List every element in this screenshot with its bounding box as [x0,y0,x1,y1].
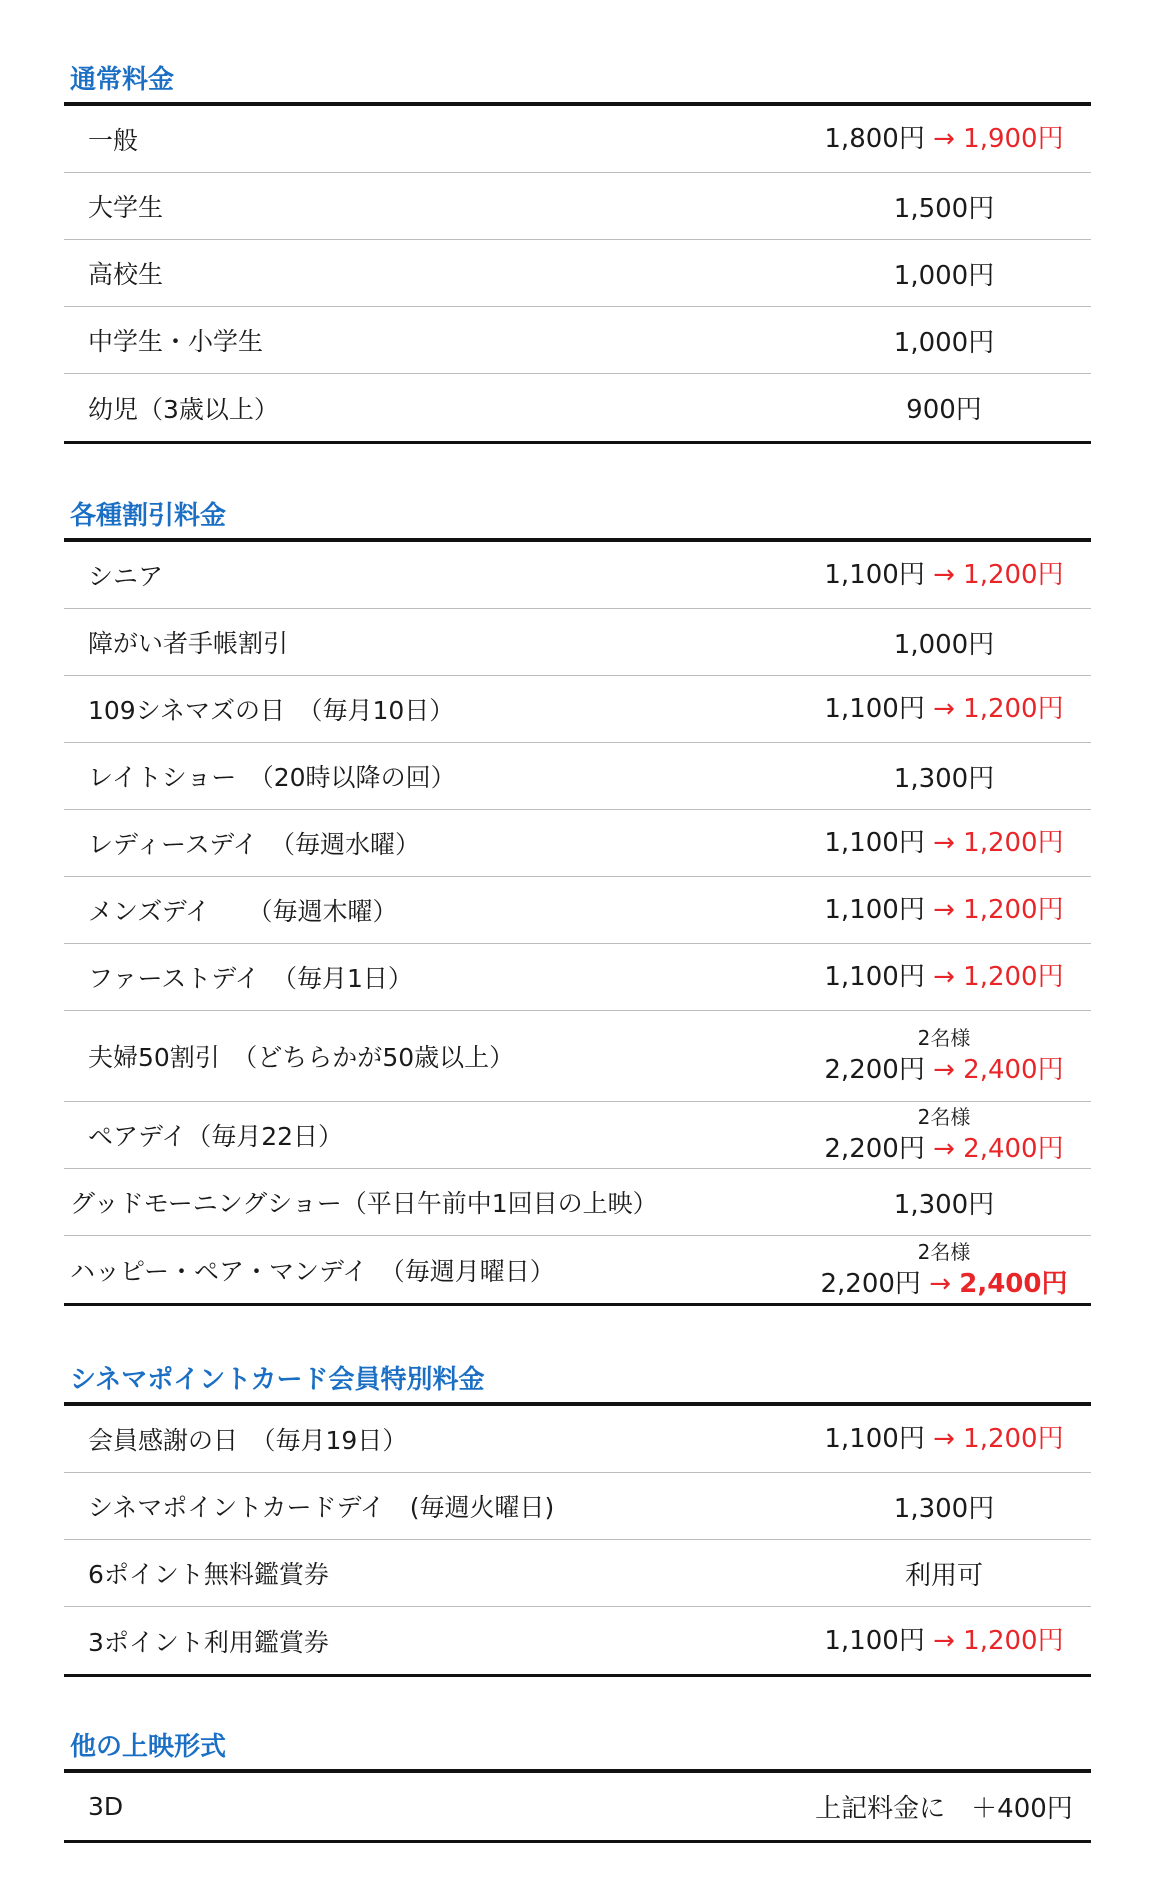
table-row [64,609,1091,676]
arrow-icon: → [929,1268,951,1299]
section-title: シネマポイントカード会員特別料金 [70,1365,485,1395]
arrow-icon: → [933,962,955,992]
row-price [704,1011,1160,1101]
arrow-icon: → [933,560,955,590]
table-row [64,542,1091,609]
row-label: 109シネマズの日 （毎月10日） [88,696,455,725]
table-row [64,1406,1091,1473]
row-label: グッドモーニングショー（平日午前中1回目の上映） [70,1189,658,1218]
price-table [64,1402,1091,1677]
section-title: 通常料金 [70,65,175,95]
old-price: 1,100円 [824,560,925,590]
row-label: 夫婦50割引 （どちらかが50歳以上） [88,1043,515,1072]
old-price: 1,100円 [824,828,925,858]
old-price: 2,200円 [824,1055,925,1085]
old-price: 2,200円 [824,1134,925,1164]
table-row [64,1607,1091,1674]
row-price [704,1236,1160,1303]
new-price: 2,400円 [959,1268,1068,1299]
row-price [704,173,1160,239]
row-label: ファーストデイ （毎月1日） [88,964,413,993]
row-label: メンズデイ （毎週木曜） [88,897,398,926]
row-label: 一般 [88,126,139,155]
price-value: 1,000円 [893,629,995,660]
row-label: 障がい者手帳割引 [88,629,289,658]
table-row [64,374,1091,441]
arrow-icon: → [933,1625,955,1656]
price-table [64,102,1091,444]
row-price [704,1169,1160,1235]
price-value: 900円 [906,395,982,425]
row-label: 幼児（3歳以上） [88,394,279,424]
table-row [64,1236,1091,1303]
row-label: 高校生 [88,260,164,289]
row-price [704,106,1160,172]
row-price [704,743,1160,809]
row-label: 大学生 [88,193,164,222]
price-value: 1,000円 [893,327,995,358]
table-row [64,1773,1091,1840]
table-row [64,877,1091,944]
table-row [64,106,1091,173]
price-value: 1,000円 [893,260,995,291]
table-row [64,1102,1091,1169]
new-price: 1,200円 [963,1424,1064,1454]
table-row [64,240,1091,307]
table-row [64,743,1091,810]
row-price [704,810,1160,876]
table-row [64,173,1091,240]
row-label: レイトショー （20時以降の回） [88,763,456,792]
row-label: シニア [88,562,164,591]
row-price [704,877,1160,943]
price-note: 2名様 [917,1026,971,1050]
row-label: 3D [88,1792,124,1821]
arrow-icon: → [933,1424,955,1454]
old-price: 1,100円 [824,962,925,992]
arrow-icon: → [933,1134,955,1164]
row-label: ペアデイ（毎月22日） [88,1122,344,1151]
row-label: 会員感謝の日 （毎月19日） [88,1426,408,1455]
old-price: 1,100円 [824,694,925,724]
new-price: 1,200円 [963,895,1064,925]
new-price: 2,400円 [963,1134,1064,1164]
arrow-icon: → [933,694,955,724]
row-price [704,307,1160,373]
new-price: 1,200円 [963,694,1064,724]
price-value: 上記料金に ＋400円 [815,1794,1073,1824]
row-price [704,676,1160,742]
row-label: 3ポイント利用鑑賞券 [88,1627,329,1657]
table-row [64,810,1091,877]
old-price: 1,100円 [824,895,925,925]
new-price: 1,200円 [963,1625,1064,1656]
price-value: 1,500円 [893,193,995,224]
arrow-icon: → [933,124,955,154]
price-table [64,1769,1091,1843]
row-price [704,374,1160,441]
row-price [704,944,1160,1010]
price-table [64,538,1091,1306]
row-price [704,1406,1160,1472]
old-price: 1,100円 [824,1424,925,1454]
section-title: 各種割引料金 [70,501,227,531]
new-price: 1,900円 [963,124,1064,154]
table-row [64,676,1091,743]
row-label: 中学生・小学生 [88,327,264,356]
old-price: 1,800円 [824,124,925,154]
old-price: 1,100円 [824,1625,925,1656]
arrow-icon: → [933,828,955,858]
row-price [704,240,1160,306]
new-price: 1,200円 [963,560,1064,590]
row-price [704,609,1160,675]
old-price: 2,200円 [820,1268,921,1299]
table-row [64,944,1091,1011]
price-value: 1,300円 [893,1493,995,1524]
table-row [64,1169,1091,1236]
table-row [64,1011,1091,1102]
table-row [64,307,1091,374]
table-row [64,1540,1091,1607]
row-price [704,1102,1160,1168]
row-price [704,1607,1160,1674]
row-price [704,1773,1160,1840]
price-value: 1,300円 [893,763,995,794]
row-label: ハッピー・ペア・マンデイ （毎週月曜日） [70,1256,555,1286]
row-price [704,1473,1160,1539]
price-value: 利用可 [904,1560,983,1591]
price-value: 1,300円 [893,1189,995,1220]
row-label: 6ポイント無料鑑賞券 [88,1560,329,1589]
row-label: レディースデイ （毎週水曜） [88,830,421,859]
new-price: 1,200円 [963,828,1064,858]
new-price: 1,200円 [963,962,1064,992]
price-note: 2名様 [917,1105,971,1129]
arrow-icon: → [933,895,955,925]
row-price [704,542,1160,608]
arrow-icon: → [933,1055,955,1085]
table-row [64,1473,1091,1540]
section-title: 他の上映形式 [70,1732,227,1762]
new-price: 2,400円 [963,1055,1064,1085]
row-price [704,1540,1160,1606]
price-note: 2名様 [917,1239,971,1264]
row-label: シネマポイントカードデイ (毎週火曜日) [88,1493,555,1522]
